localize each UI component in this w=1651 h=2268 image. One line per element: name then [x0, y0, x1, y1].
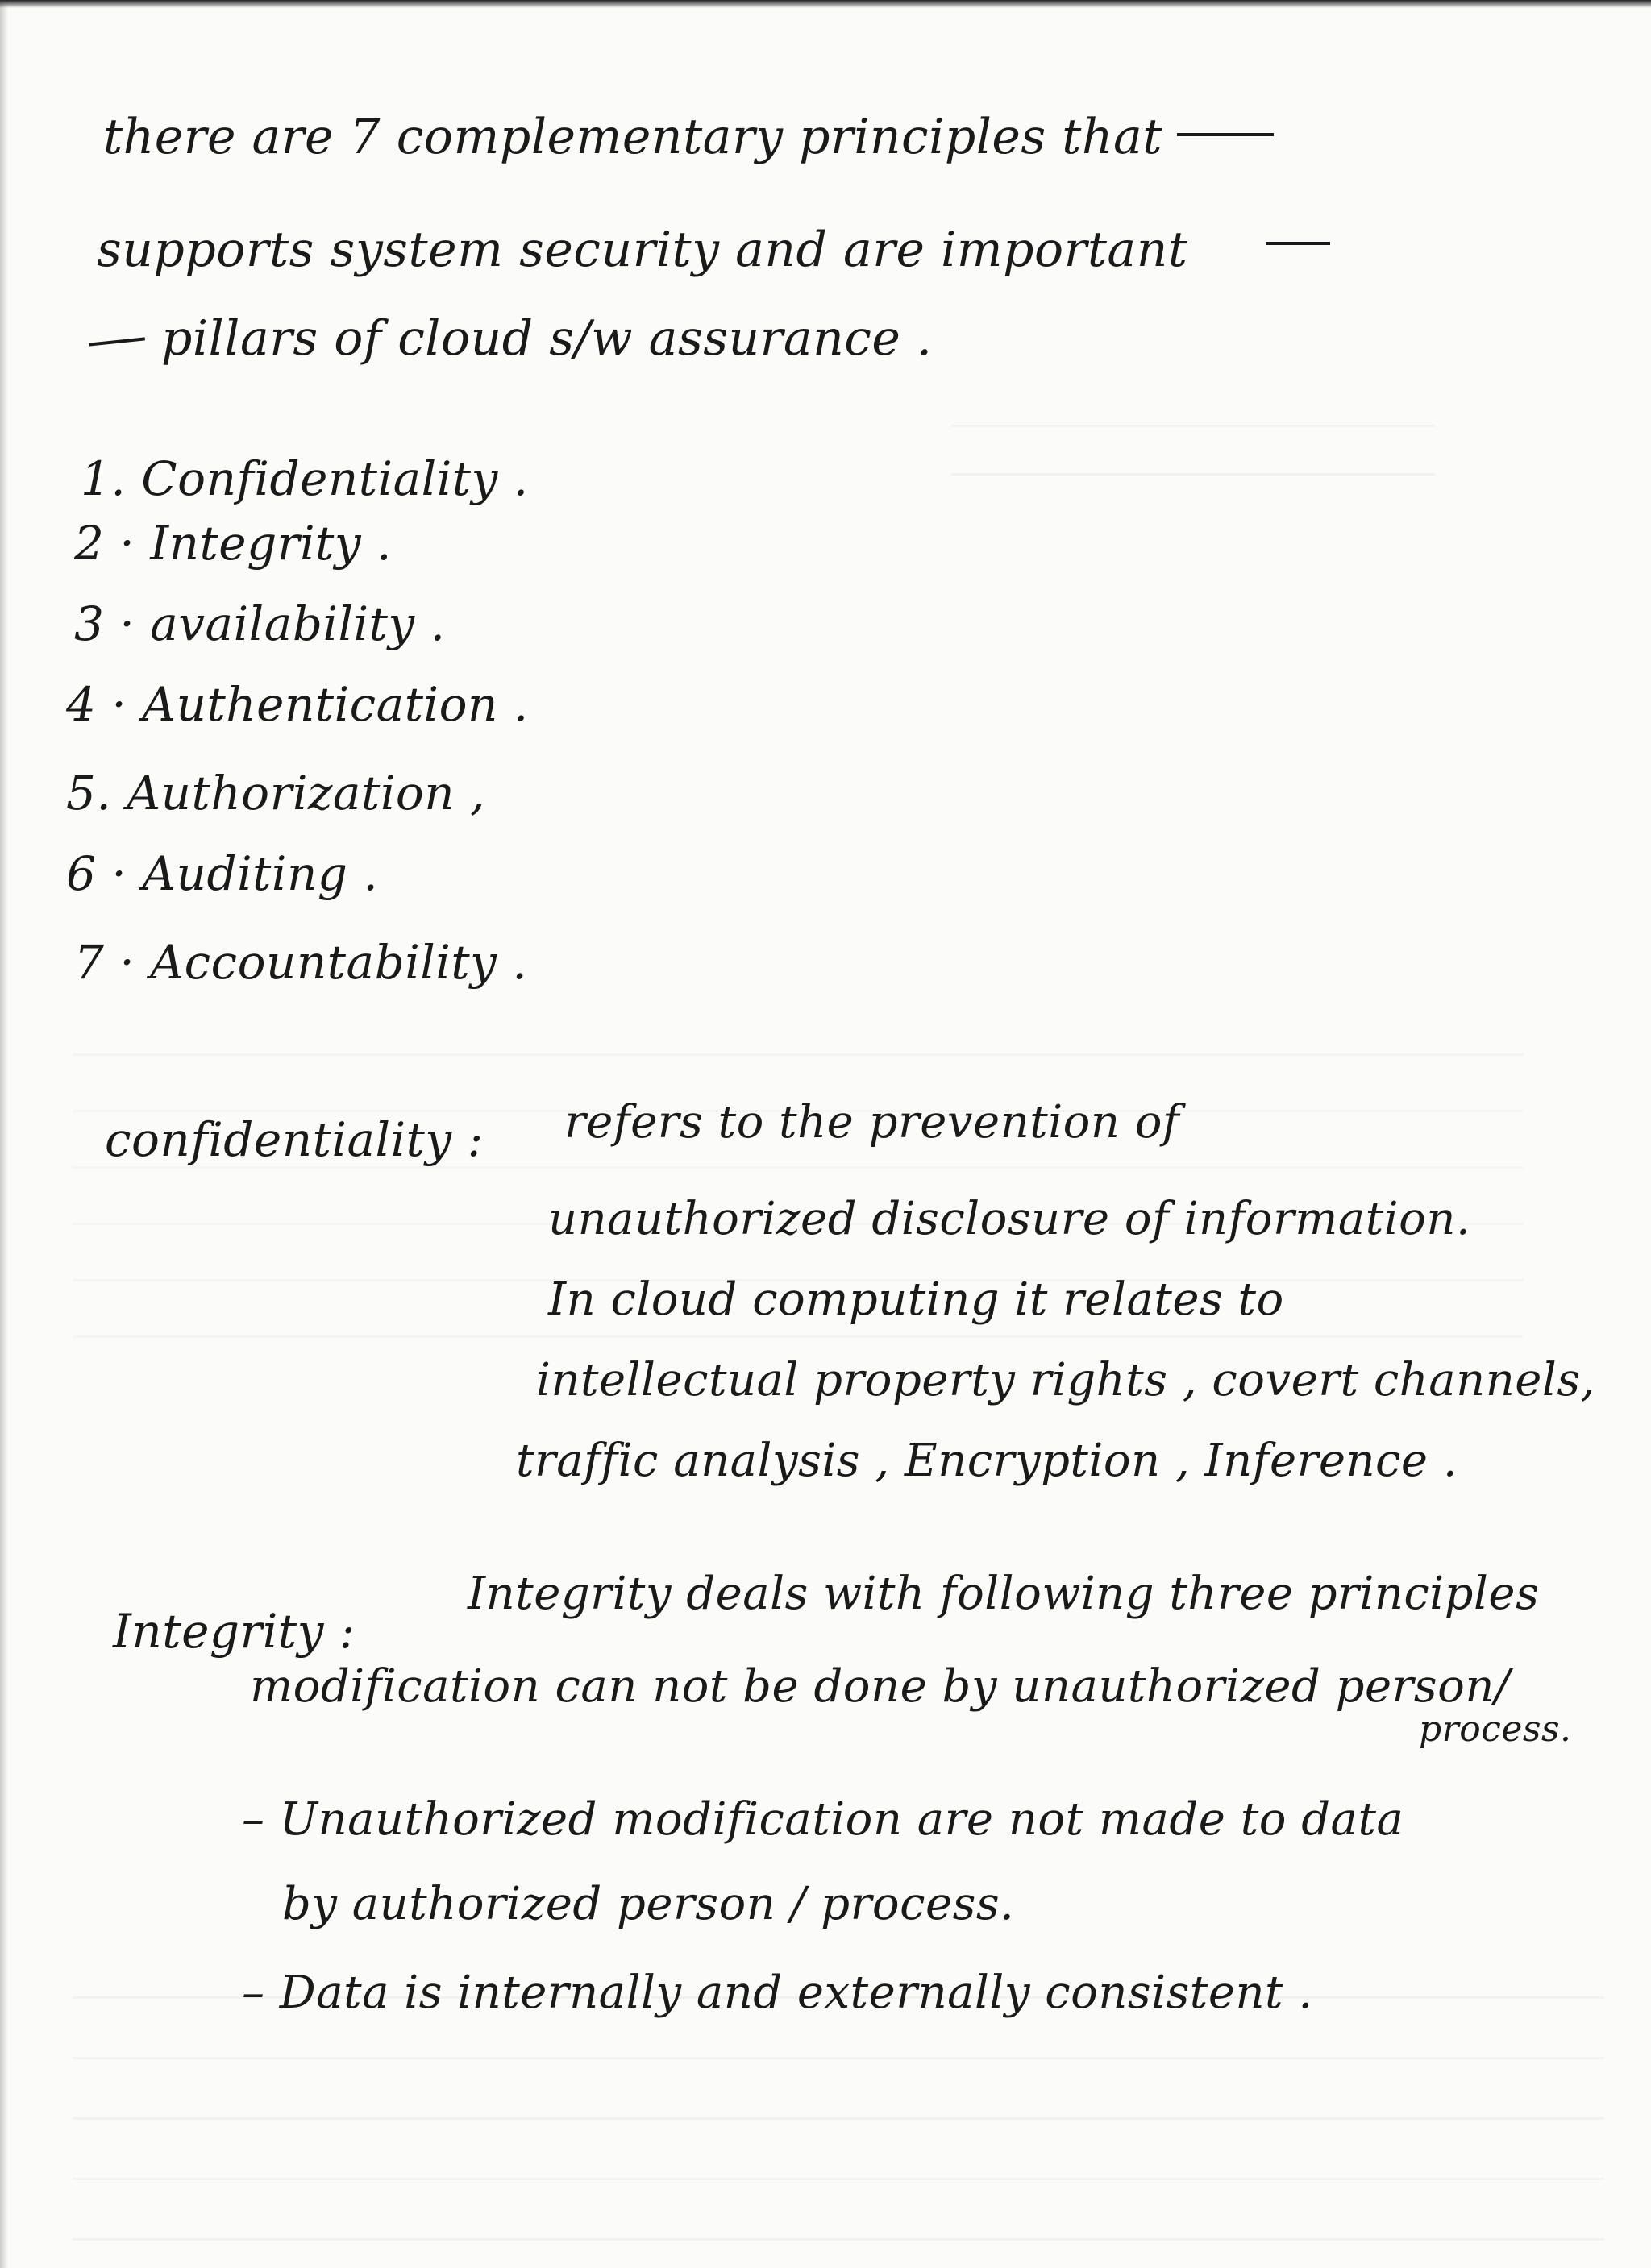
integrity-point-3: – Data is internally and externally consistent . [242, 1967, 1313, 2019]
integrity-term: Integrity : [113, 1604, 356, 1659]
confidentiality-line-5: traffic analysis , Encryption , Inference . [516, 1435, 1458, 1487]
principle-1: 1. Confidentiality . [81, 451, 529, 506]
integrity-point-1: modification can not be done by unauthorized person/ [250, 1660, 1511, 1713]
scan-left-edge [0, 0, 8, 2268]
integrity-point-2-line-1: – Unauthorized modification are not made to data [242, 1793, 1404, 1846]
principle-3: 3 · availability . [74, 596, 446, 651]
intro-underline-2 [1266, 242, 1330, 245]
integrity-point-1-cont: process. [1419, 1709, 1572, 1750]
principle-4: 4 · Authentication . [66, 677, 529, 732]
confidentiality-line-1: refers to the prevention of [564, 1096, 1180, 1149]
confidentiality-line-2: unauthorized disclosure of information. [548, 1193, 1471, 1245]
scan-top-edge [0, 0, 1651, 8]
principle-7: 7 · Accountability . [74, 935, 528, 990]
intro-underline-1 [1177, 133, 1274, 136]
confidentiality-term: confidentiality : [105, 1112, 484, 1167]
principle-5: 5. Authorization , [66, 766, 486, 820]
integrity-point-2-line-2: by authorized person / process. [282, 1878, 1015, 1930]
confidentiality-line-3: In cloud computing it relates to [548, 1273, 1284, 1326]
intro-line-2: supports system security and are important [97, 222, 1188, 278]
intro-line-3: pillars of cloud s/w assurance . [161, 310, 933, 367]
intro-line-1: there are 7 complementary principles that [103, 109, 1162, 165]
crossed-out-word [89, 337, 145, 346]
confidentiality-line-4: intellectual property rights , covert channels, [536, 1354, 1595, 1406]
show-through-block-1 [951, 379, 1435, 476]
principle-6: 6 · Auditing . [66, 846, 379, 901]
integrity-intro: Integrity deals with following three principles [468, 1568, 1540, 1620]
principle-2: 2 · Integrity . [74, 516, 392, 571]
